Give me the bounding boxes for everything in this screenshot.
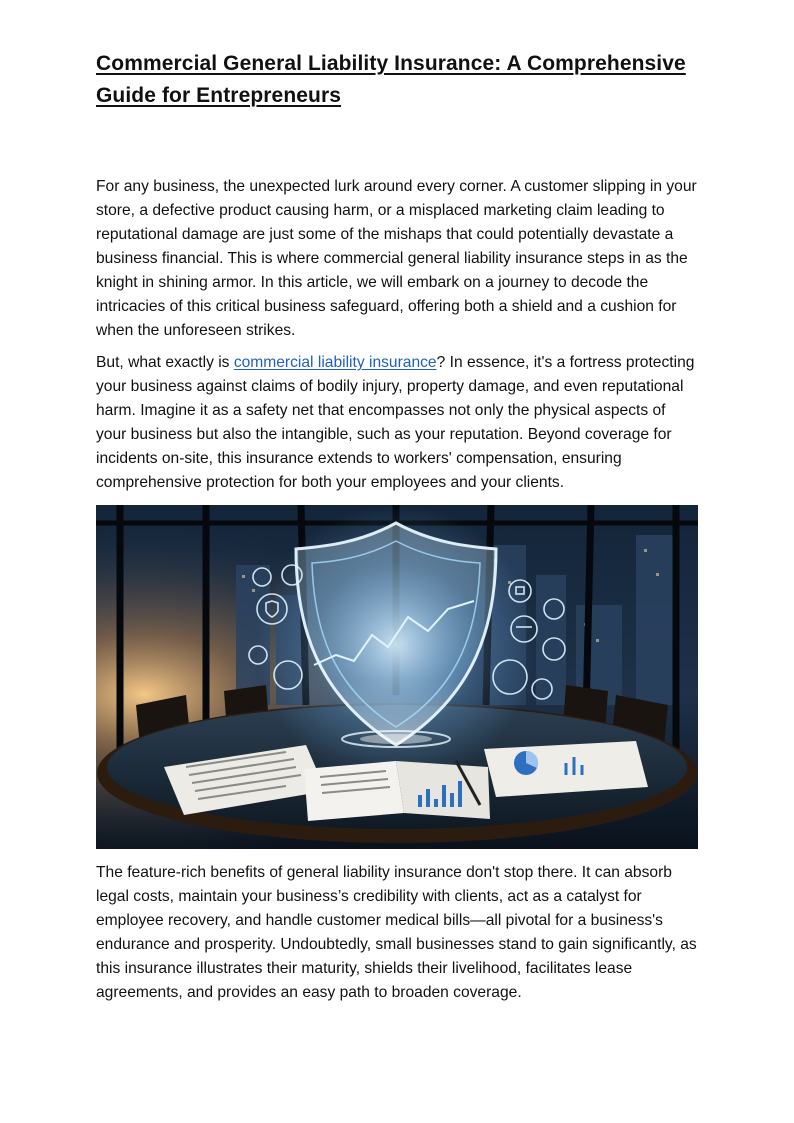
boardroom-shield-illustration — [96, 505, 698, 849]
article-title: Commercial General Liability Insurance: A Comprehensive Guide for Entrepreneurs — [96, 52, 686, 107]
paragraph-intro: For any business, the unexpected lurk around every corner. A customer slipping in your store, a defective product causing harm, or a misplaced marketing claim leading to reputational damage are just some of the mishaps that could potentially devastate a business financial. This is where commercial general liability insurance steps in as the knight in shining armor. In this article, we will embark on a journey to decode the intricacies of this critical business safeguard, offering both a shield and a cushion for when the unforeseen strikes. — [96, 178, 697, 339]
document-page — [96, 48, 700, 1005]
paragraph-definition-lead: But, what exactly is — [96, 354, 234, 371]
commercial-liability-insurance-link[interactable]: commercial liability insurance — [233, 354, 437, 371]
paragraph-definition-rest: ? In essence, it's a fortress protecting your business against claims of bodily injury, property damage, and even reputational harm. Imagine it as a safety net that encompasses not only the physical aspects of your business but also the intangible, such as your reputation. Beyond coverage for incidents on-site, this insurance extends to workers' compensation, ensuring comprehensive protection for both your employees and your clients. — [96, 354, 695, 491]
paragraph-definition — [96, 351, 700, 495]
paragraph-benefits: The feature-rich benefits of general liability insurance don't stop there. It can absorb legal costs, maintain your business’s credibility with clients, act as a catalyst for employee recovery, and handle customer medical bills—all pivotal for a business's endurance and prosperity. Undoubtedly, small businesses stand to gain significantly, as this insurance illustrates their maturity, shields their livelihood, facilitates lease agreements, and provides an easy path to broaden coverage. — [96, 864, 697, 1001]
